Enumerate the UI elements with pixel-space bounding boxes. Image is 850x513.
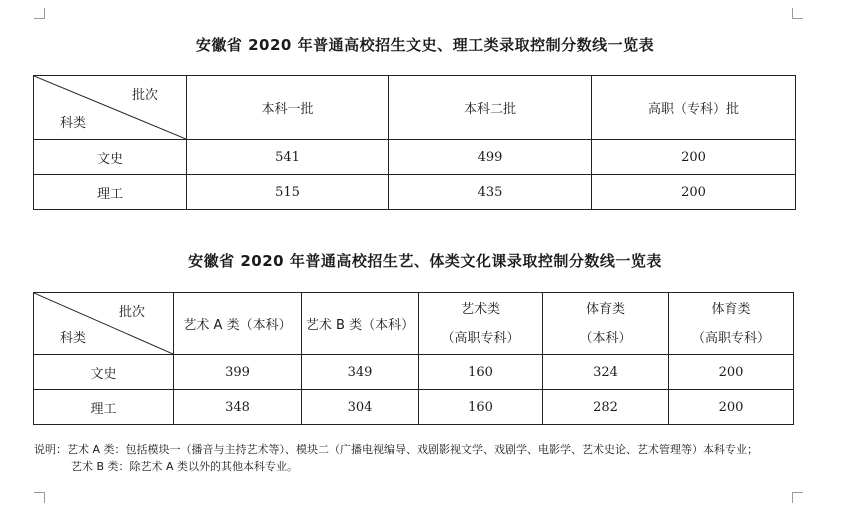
score-cell: 515 — [187, 175, 389, 210]
diagonal-header-cell — [34, 76, 187, 140]
score-cell: 282 — [543, 390, 669, 425]
corner-label-category: 科类 — [60, 116, 87, 131]
column-header-line2: （高职专科） — [691, 330, 770, 346]
column-header-line1: 艺术类 — [460, 301, 500, 317]
column-header: 艺术 A 类（本科） — [174, 293, 302, 355]
score-cell: 324 — [543, 355, 669, 390]
table-row — [34, 140, 796, 175]
page-corner-mark — [792, 492, 803, 503]
score-cell: 200 — [592, 140, 796, 175]
column-header — [419, 293, 543, 355]
diagonal-line — [34, 76, 186, 139]
column-header-line2: （本科） — [579, 330, 632, 346]
score-cell: 160 — [419, 355, 543, 390]
corner-label-category: 科类 — [60, 331, 87, 346]
column-header — [543, 293, 669, 355]
table-row — [34, 175, 796, 210]
page-corner-mark — [792, 8, 803, 19]
score-cell: 200 — [592, 175, 796, 210]
row-label: 理工 — [34, 175, 187, 210]
row-label: 理工 — [34, 390, 174, 425]
page-corner-mark — [34, 8, 45, 19]
page-corner-mark — [34, 492, 45, 503]
table-header-row — [34, 293, 794, 355]
score-cell: 160 — [419, 390, 543, 425]
note-line-1: 说明：艺术 A 类：包括模块一（播音与主持艺术等）、模块二（广播电视编导、戏剧影视文学、戏剧学、电影学、艺术史论、艺术管理等）本科专业； — [34, 443, 759, 456]
score-cell: 435 — [389, 175, 592, 210]
score-cell: 499 — [389, 140, 592, 175]
score-cell: 348 — [174, 390, 302, 425]
table-row — [34, 390, 794, 425]
column-header: 本科二批 — [389, 76, 592, 140]
corner-label-batch: 批次 — [131, 88, 158, 103]
column-header: 高职（专科）批 — [592, 76, 796, 140]
score-cell: 304 — [302, 390, 419, 425]
score-table-wenli — [33, 75, 796, 210]
note-line-2: 艺术 B 类：除艺术 A 类以外的其他本科专业。 — [71, 460, 299, 473]
score-cell: 541 — [187, 140, 389, 175]
row-label: 文史 — [34, 355, 174, 390]
diagonal-line — [34, 293, 173, 354]
row-label: 文史 — [34, 140, 187, 175]
score-cell: 349 — [302, 355, 419, 390]
column-header: 本科一批 — [187, 76, 389, 140]
column-header: 艺术 B 类（本科） — [302, 293, 419, 355]
column-header — [669, 293, 794, 355]
table2-title: 安徽省 2020 年普通高校招生艺、体类文化课录取控制分数线一览表 — [188, 252, 662, 270]
explanatory-note — [34, 441, 758, 475]
diagonal-header-cell — [34, 293, 174, 355]
score-cell: 200 — [669, 390, 794, 425]
table-header-row — [34, 76, 796, 140]
score-cell: 200 — [669, 355, 794, 390]
table1-title: 安徽省 2020 年普通高校招生文史、理工类录取控制分数线一览表 — [195, 36, 655, 54]
column-header-line2: （高职专科） — [441, 330, 520, 346]
corner-label-batch: 批次 — [118, 305, 145, 320]
column-header-line1: 体育类 — [585, 301, 625, 317]
column-header-line1: 体育类 — [711, 301, 751, 317]
table-row — [34, 355, 794, 390]
score-table-art-sports — [33, 292, 794, 425]
score-cell: 399 — [174, 355, 302, 390]
